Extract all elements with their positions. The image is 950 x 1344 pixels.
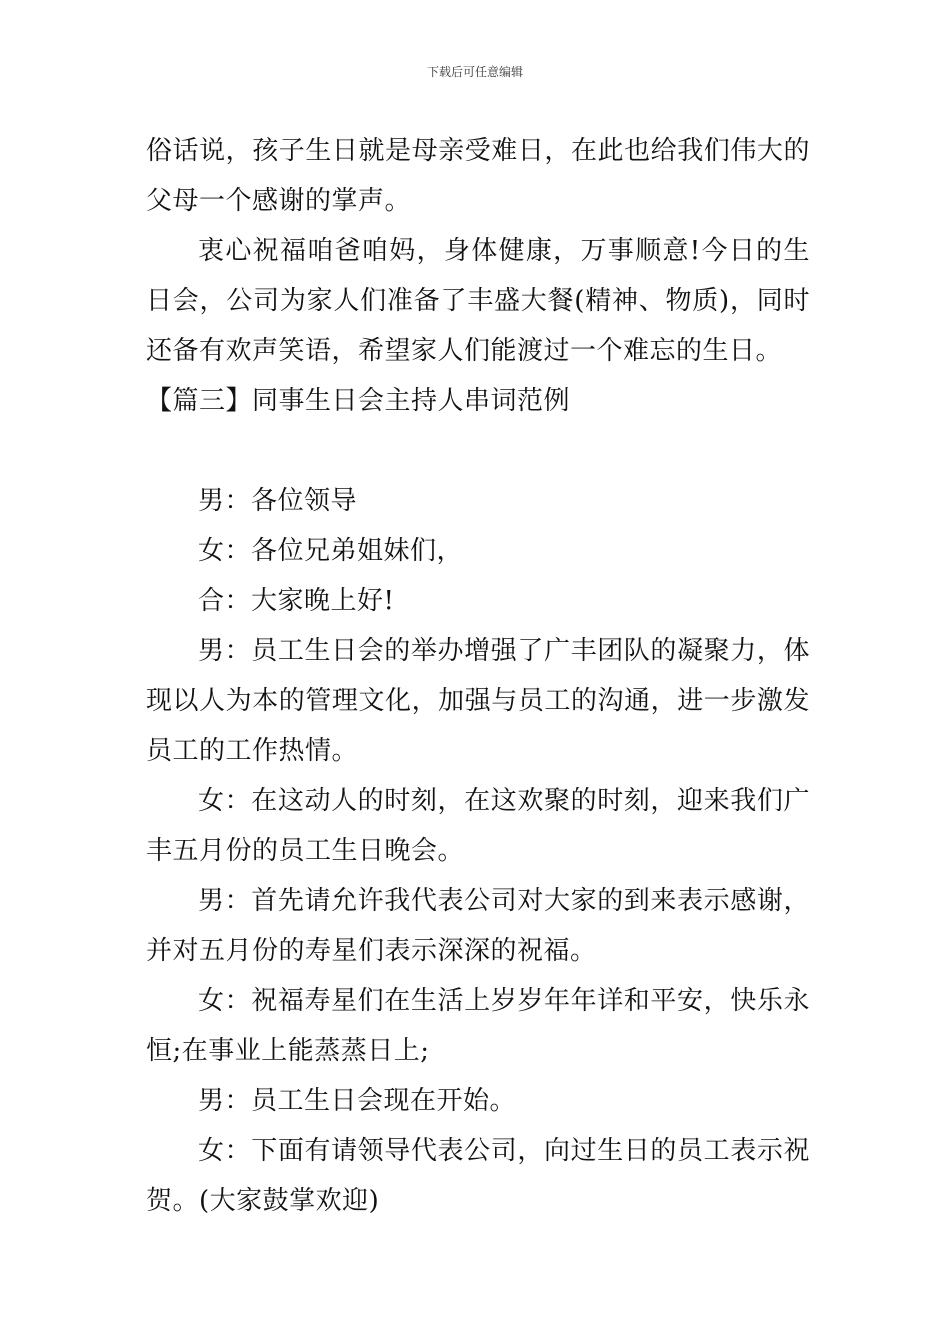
blank-line <box>146 426 810 476</box>
page-header: 下载后可任意编辑 <box>426 65 523 79</box>
dialogue-line: 男：员工生日会的举办增强了广丰团队的凝聚力，体现以人为本的管理文化，加强与员工的沟通，进一步激发员工的工作热情。 <box>146 636 810 766</box>
dialogue-line: 男：各位领导 <box>198 486 358 516</box>
dialogue-line: 男：员工生日会现在开始。 <box>198 1086 517 1116</box>
paragraph-mother-gratitude: 俗话说，孩子生日就是母亲受难日，在此也给我们伟大的父母一个感谢的掌声。 <box>146 136 810 216</box>
dialogue-line: 女：下面有请领导代表公司，向过生日的员工表示祝贺。(大家鼓掌欢迎) <box>146 1136 810 1216</box>
section-heading: 【篇三】同事生日会主持人串词范例 <box>146 386 571 416</box>
dialogue-line: 男：首先请允许我代表公司对大家的到来表示感谢，并对五月份的寿星们表示深深的祝福。 <box>146 886 810 966</box>
dialogue-line: 合：大家晚上好! <box>198 586 395 616</box>
dialogue-line: 女：祝福寿星们在生活上岁岁年年详和平安，快乐永恒;在事业上能蒸蒸日上; <box>146 986 810 1066</box>
dialogue-line: 女：在这动人的时刻，在这欢聚的时刻，迎来我们广丰五月份的员工生日晚会。 <box>146 786 810 866</box>
document-body <box>146 126 810 1226</box>
paragraph-birthday-wishes: 衷心祝福咱爸咱妈，身体健康，万事顺意!今日的生日会，公司为家人们准备了丰盛大餐(精神、物质)，同时还备有欢声笑语，希望家人们能渡过一个难忘的生日。 <box>146 236 810 366</box>
dialogue-line: 女：各位兄弟姐妹们， <box>198 536 464 566</box>
